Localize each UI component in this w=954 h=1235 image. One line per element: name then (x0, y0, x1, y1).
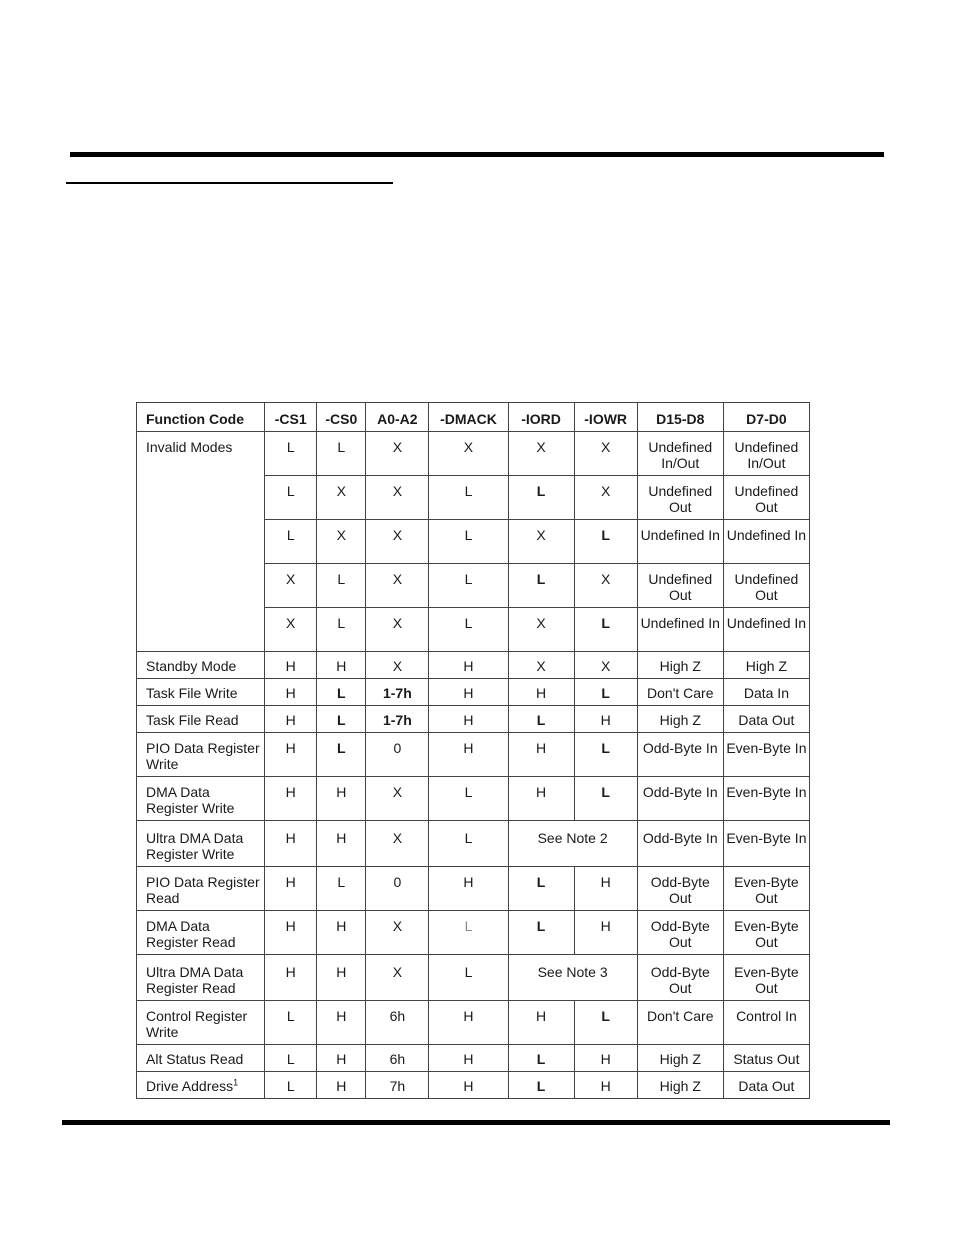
iowr-cell: L (574, 1001, 637, 1045)
d15-d8-cell: High Z (637, 706, 723, 733)
cs1-cell: X (265, 608, 317, 652)
iord-cell: L (508, 867, 574, 911)
a0-a2-cell: X (366, 564, 429, 608)
a0-a2-cell: 6h (366, 1045, 429, 1072)
cs0-cell: X (317, 476, 366, 520)
iowr-cell: H (574, 706, 637, 733)
dmack-cell: X (429, 432, 508, 476)
function-code-cell: Task File Write (137, 679, 265, 706)
header-dmack: -DMACK (429, 403, 508, 432)
function-code-cell: Standby Mode (137, 652, 265, 679)
function-code-cell: Control Register Write (137, 1001, 265, 1045)
d7-d0-cell: Data Out (723, 1072, 809, 1099)
cs1-cell: X (265, 564, 317, 608)
table-row (137, 1045, 810, 1072)
iowr-cell: H (574, 867, 637, 911)
section-underline (66, 182, 393, 184)
dmack-cell: L (429, 520, 508, 564)
header-d7-d0: D7-D0 (723, 403, 809, 432)
iord-cell: L (508, 564, 574, 608)
d7-d0-cell: Data In (723, 679, 809, 706)
dmack-cell: H (429, 706, 508, 733)
d15-d8-cell: Odd-Byte In (637, 733, 723, 777)
dmack-cell: L (429, 821, 508, 867)
d7-d0-cell: Undefined In/Out (723, 432, 809, 476)
iowr-cell: H (574, 1072, 637, 1099)
iord-cell: X (508, 520, 574, 564)
iord-cell: H (508, 777, 574, 821)
dmack-cell: L (429, 564, 508, 608)
cs1-cell: L (265, 1045, 317, 1072)
d7-d0-cell: Even-Byte Out (723, 955, 809, 1001)
iord-cell: X (508, 432, 574, 476)
cs1-cell: H (265, 867, 317, 911)
function-code-cell: Ultra DMA Data Register Read (137, 955, 265, 1001)
cs0-cell: L (317, 733, 366, 777)
d7-d0-cell: Even-Byte In (723, 733, 809, 777)
cs1-cell: H (265, 911, 317, 955)
cs1-cell: H (265, 777, 317, 821)
cs1-cell: L (265, 476, 317, 520)
d15-d8-cell: Odd-Byte In (637, 821, 723, 867)
a0-a2-cell: 1-7h (366, 679, 429, 706)
d15-d8-cell: Don't Care (637, 679, 723, 706)
dmack-cell: H (429, 652, 508, 679)
d7-d0-cell: High Z (723, 652, 809, 679)
a0-a2-cell: X (366, 608, 429, 652)
iowr-cell: X (574, 476, 637, 520)
cs1-cell: H (265, 733, 317, 777)
cs0-cell: H (317, 777, 366, 821)
iord-cell: L (508, 911, 574, 955)
cs1-cell: H (265, 706, 317, 733)
d7-d0-cell: Undefined In (723, 608, 809, 652)
dmack-cell: L (429, 608, 508, 652)
table-row (137, 1072, 810, 1099)
cs1-cell: L (265, 520, 317, 564)
header-rule (70, 152, 884, 157)
dmack-cell: H (429, 1072, 508, 1099)
cs0-cell: H (317, 911, 366, 955)
function-code-cell: Invalid Modes (137, 432, 265, 652)
function-code-cell: Task File Read (137, 706, 265, 733)
iord-cell: H (508, 1001, 574, 1045)
cs0-cell: H (317, 1001, 366, 1045)
function-code-cell: DMA Data Register Write (137, 777, 265, 821)
d15-d8-cell: Undefined In (637, 608, 723, 652)
iowr-cell: L (574, 520, 637, 564)
d15-d8-cell: Don't Care (637, 1001, 723, 1045)
a0-a2-cell: X (366, 432, 429, 476)
iowr-cell: L (574, 608, 637, 652)
header-iord: -IORD (508, 403, 574, 432)
dmack-cell: H (429, 867, 508, 911)
a0-a2-cell: X (366, 652, 429, 679)
cs1-cell: L (265, 1001, 317, 1045)
table-row (137, 911, 810, 955)
function-code-cell: PIO Data Register Read (137, 867, 265, 911)
function-code-cell: Ultra DMA Data Register Write (137, 821, 265, 867)
d15-d8-cell: High Z (637, 1045, 723, 1072)
header-a0-a2: A0-A2 (366, 403, 429, 432)
function-code-label: Drive Address (146, 1078, 234, 1094)
note-cell: See Note 2 (508, 821, 637, 867)
dmack-cell: L (429, 911, 508, 955)
dmack-cell: L (429, 955, 508, 1001)
function-code-cell: PIO Data Register Write (137, 733, 265, 777)
cs0-cell: X (317, 520, 366, 564)
cs0-cell: L (317, 679, 366, 706)
d15-d8-cell: Odd-Byte Out (637, 911, 723, 955)
d7-d0-cell: Even-Byte In (723, 777, 809, 821)
a0-a2-cell: X (366, 955, 429, 1001)
d7-d0-cell: Even-Byte Out (723, 867, 809, 911)
cs0-cell: H (317, 1072, 366, 1099)
iowr-cell: L (574, 679, 637, 706)
cs0-cell: H (317, 821, 366, 867)
iowr-cell: X (574, 432, 637, 476)
iord-cell: L (508, 1045, 574, 1072)
cs0-cell: L (317, 564, 366, 608)
dmack-cell: H (429, 1001, 508, 1045)
a0-a2-cell: X (366, 777, 429, 821)
table-row (137, 706, 810, 733)
cs0-cell: L (317, 432, 366, 476)
header-cs1: -CS1 (265, 403, 317, 432)
table-row (137, 652, 810, 679)
d7-d0-cell: Even-Byte Out (723, 911, 809, 955)
a0-a2-cell: X (366, 476, 429, 520)
a0-a2-cell: X (366, 520, 429, 564)
d7-d0-cell: Status Out (723, 1045, 809, 1072)
cs1-cell: H (265, 679, 317, 706)
footnote-marker: 1 (233, 1077, 239, 1088)
iowr-cell: H (574, 911, 637, 955)
cs0-cell: H (317, 1045, 366, 1072)
d15-d8-cell: Undefined Out (637, 476, 723, 520)
a0-a2-cell: X (366, 911, 429, 955)
iowr-cell: L (574, 733, 637, 777)
header-function-code: Function Code (137, 403, 265, 432)
table-row (137, 777, 810, 821)
d15-d8-cell: High Z (637, 1072, 723, 1099)
cs0-cell: L (317, 706, 366, 733)
cs0-cell: L (317, 608, 366, 652)
a0-a2-cell: 1-7h (366, 706, 429, 733)
header-d15-d8: D15-D8 (637, 403, 723, 432)
a0-a2-cell: X (366, 821, 429, 867)
iord-cell: L (508, 1072, 574, 1099)
iord-cell: X (508, 608, 574, 652)
d7-d0-cell: Data Out (723, 706, 809, 733)
header-iowr: -IOWR (574, 403, 637, 432)
function-code-cell: Alt Status Read (137, 1045, 265, 1072)
iord-cell: L (508, 476, 574, 520)
a0-a2-cell: 7h (366, 1072, 429, 1099)
d15-d8-cell: Undefined Out (637, 564, 723, 608)
cs0-cell: H (317, 652, 366, 679)
a0-a2-cell: 0 (366, 867, 429, 911)
d15-d8-cell: Odd-Byte In (637, 777, 723, 821)
cs1-cell: L (265, 432, 317, 476)
iowr-cell: L (574, 777, 637, 821)
d7-d0-cell: Even-Byte In (723, 821, 809, 867)
iowr-cell: H (574, 1045, 637, 1072)
dmack-cell: L (429, 476, 508, 520)
cs1-cell: L (265, 1072, 317, 1099)
d15-d8-cell: Undefined In (637, 520, 723, 564)
cs1-cell: H (265, 652, 317, 679)
iowr-cell: X (574, 564, 637, 608)
header-cs0: -CS0 (317, 403, 366, 432)
d15-d8-cell: Undefined In/Out (637, 432, 723, 476)
a0-a2-cell: 6h (366, 1001, 429, 1045)
d15-d8-cell: Odd-Byte Out (637, 867, 723, 911)
cs0-cell: L (317, 867, 366, 911)
table-row (137, 733, 810, 777)
d7-d0-cell: Undefined In (723, 520, 809, 564)
table-row (137, 867, 810, 911)
d15-d8-cell: High Z (637, 652, 723, 679)
dmack-cell: L (429, 777, 508, 821)
function-code-table (136, 402, 810, 1099)
d15-d8-cell: Odd-Byte Out (637, 955, 723, 1001)
d7-d0-cell: Control In (723, 1001, 809, 1045)
function-code-cell: DMA Data Register Read (137, 911, 265, 955)
dmack-cell: H (429, 679, 508, 706)
function-code-cell (137, 1072, 265, 1099)
d7-d0-cell: Undefined Out (723, 476, 809, 520)
table-row (137, 821, 810, 867)
iowr-cell: X (574, 652, 637, 679)
table-row (137, 955, 810, 1001)
table-row (137, 1001, 810, 1045)
cs1-cell: H (265, 955, 317, 1001)
dmack-cell: H (429, 1045, 508, 1072)
table-row (137, 432, 810, 476)
iord-cell: H (508, 733, 574, 777)
note-cell: See Note 3 (508, 955, 637, 1001)
dmack-cell: H (429, 733, 508, 777)
iord-cell: X (508, 652, 574, 679)
table-row (137, 679, 810, 706)
d7-d0-cell: Undefined Out (723, 564, 809, 608)
cs1-cell: H (265, 821, 317, 867)
cs0-cell: H (317, 955, 366, 1001)
footer-rule (62, 1120, 890, 1125)
iord-cell: L (508, 706, 574, 733)
a0-a2-cell: 0 (366, 733, 429, 777)
iord-cell: H (508, 679, 574, 706)
table-header-row (137, 403, 810, 432)
